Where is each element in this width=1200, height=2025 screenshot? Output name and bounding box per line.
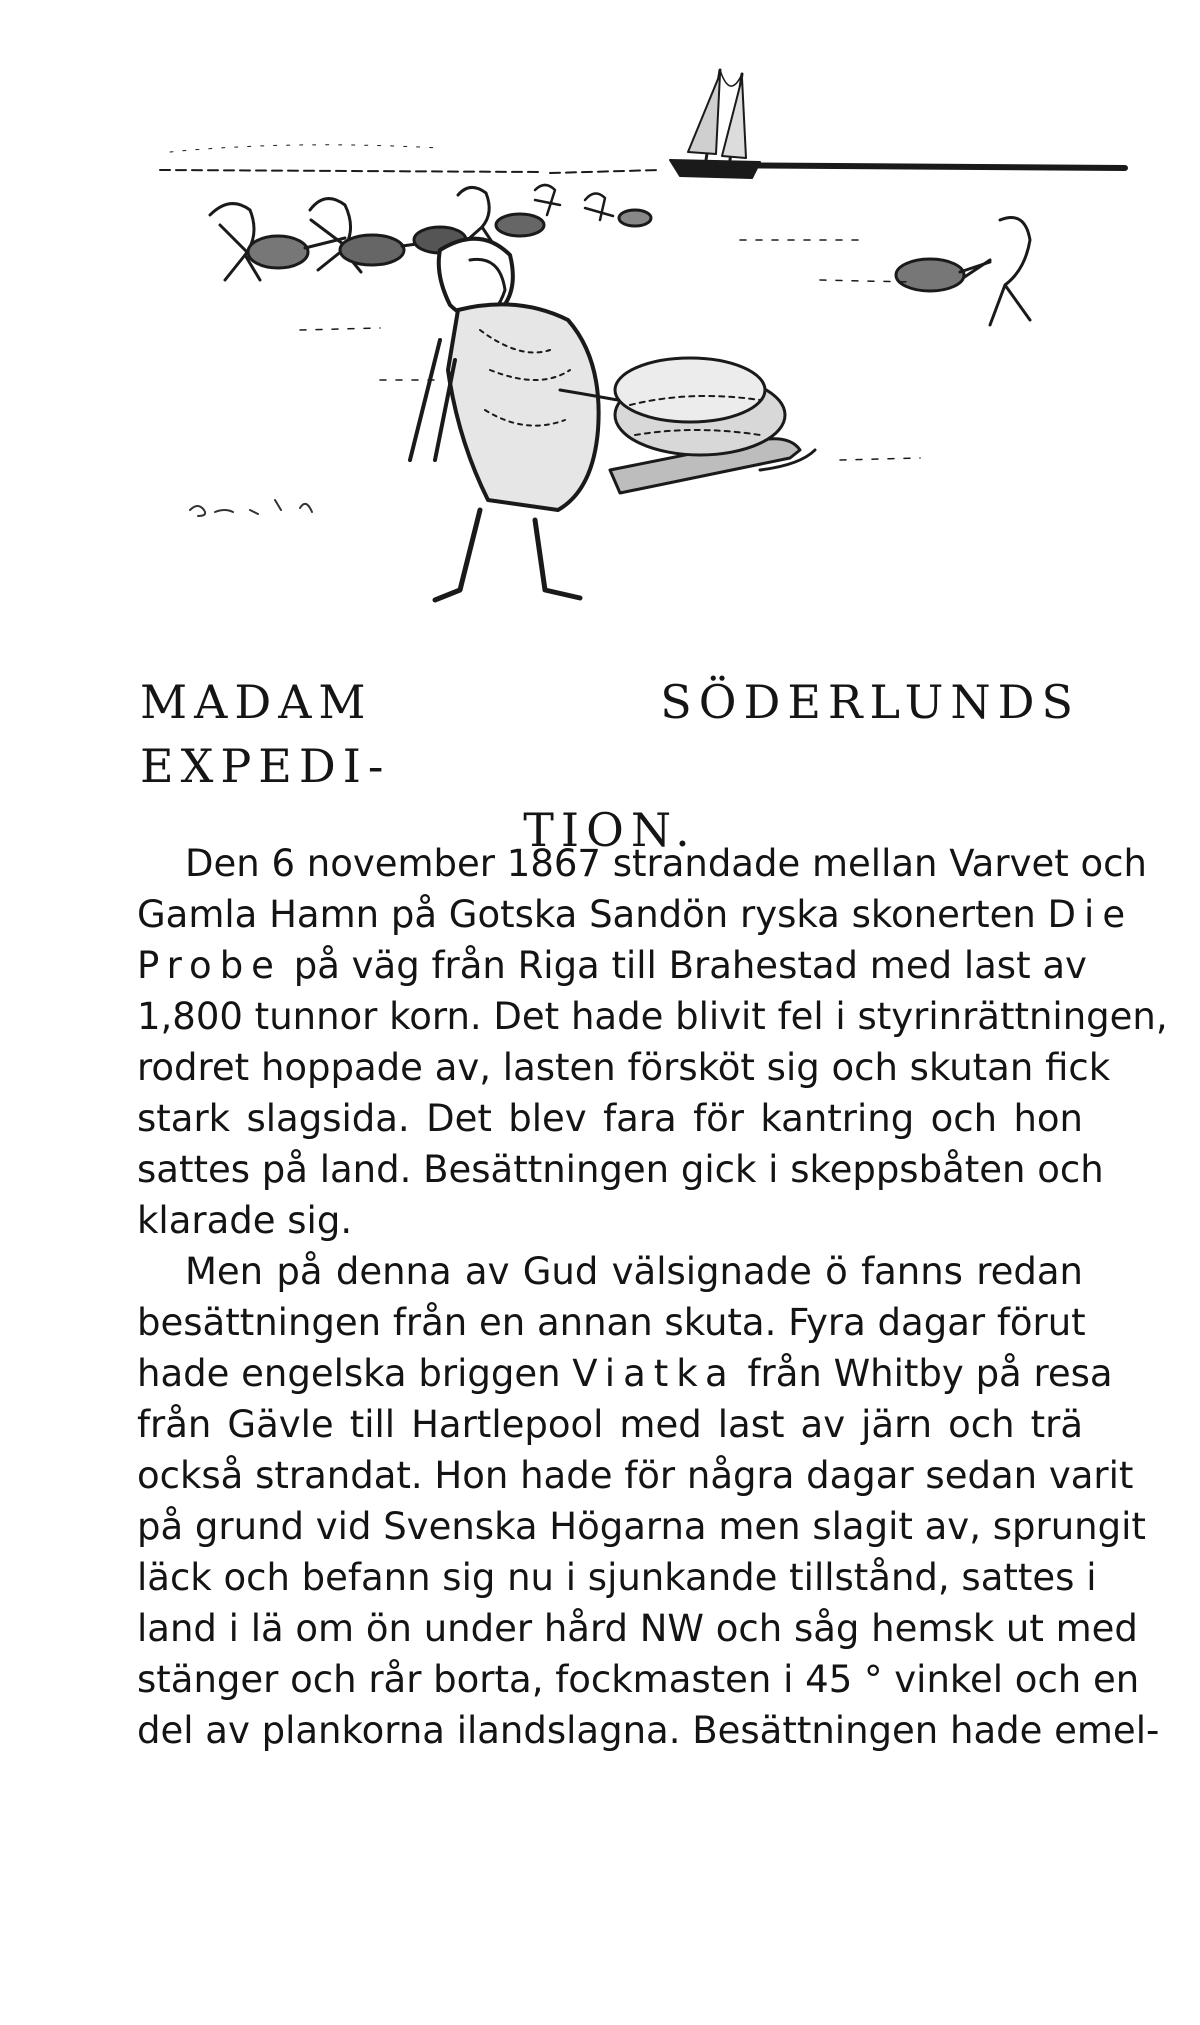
text-run: del av plankorna ilandslagna. Besättningen hade emel- bbox=[137, 1709, 1160, 1752]
text-line bbox=[137, 1450, 1134, 1501]
text-run: stänger och rår borta, fockmasten i 45 ° vinkel och en bbox=[137, 1658, 1140, 1701]
ship-name-die: Die bbox=[1047, 893, 1134, 936]
text-line bbox=[137, 1297, 1086, 1348]
text-line bbox=[137, 1195, 1083, 1246]
ship-name-probe: Probe bbox=[137, 944, 282, 987]
text-line bbox=[137, 1093, 1083, 1144]
text-run: rodret hoppade av, lasten försköt sig och skutan fick bbox=[137, 1046, 1111, 1089]
text-line bbox=[137, 1501, 1146, 1552]
chapter-title bbox=[140, 670, 1080, 862]
text-run: hade engelska briggen bbox=[137, 1352, 573, 1395]
text-run: också strandat. Hon hade för några dagar sedan varit bbox=[137, 1454, 1134, 1497]
text-run: klarade sig. bbox=[137, 1199, 353, 1242]
text-line bbox=[137, 838, 1147, 889]
text-line bbox=[137, 1705, 1160, 1756]
chapter-title-line-2: TION. bbox=[523, 803, 697, 857]
ice-hauling-sketch-icon bbox=[140, 60, 1140, 620]
text-line bbox=[137, 940, 1087, 991]
ship-name-viatka: Viatka bbox=[572, 1352, 736, 1395]
text-line bbox=[137, 1399, 1083, 1450]
text-line bbox=[137, 1603, 1138, 1654]
text-run: sattes på land. Besättningen gick i skeppsbåten och bbox=[137, 1148, 1104, 1191]
text-line bbox=[137, 1144, 1104, 1195]
text-run: Gamla Hamn på Gotska Sandön ryska skonerten bbox=[137, 893, 1048, 936]
illustration bbox=[140, 60, 1140, 620]
text-line bbox=[137, 1552, 1097, 1603]
text-line bbox=[137, 1246, 1083, 1297]
paragraph-2 bbox=[137, 1246, 1160, 1756]
text-run: Den 6 november 1867 strandade mellan Varvet och bbox=[185, 842, 1147, 885]
paragraph-1 bbox=[137, 838, 1168, 1246]
text-line bbox=[137, 889, 1134, 940]
chapter-title-line-1: MADAM SÖDERLUNDS EXPEDI- bbox=[140, 675, 1080, 793]
text-run: på väg från Riga till Brahestad med last av bbox=[281, 944, 1087, 987]
text-run: från Gävle till Hartlepool med last av järn och trä bbox=[137, 1403, 1083, 1446]
text-line bbox=[137, 1348, 1113, 1399]
text-line bbox=[137, 991, 1168, 1042]
text-run: på grund vid Svenska Högarna men slagit av, sprungit bbox=[137, 1505, 1146, 1548]
text-run: stark slagsida. Det blev fara för kantring och hon bbox=[137, 1097, 1083, 1140]
text-run: Men på denna av Gud välsignade ö fanns redan bbox=[185, 1250, 1083, 1293]
body-text bbox=[137, 838, 1168, 1756]
text-run: besättningen från en annan skuta. Fyra dagar förut bbox=[137, 1301, 1086, 1344]
text-line bbox=[137, 1654, 1140, 1705]
text-run: 1,800 tunnor korn. Det hade blivit fel i styrinrättningen, bbox=[137, 995, 1168, 1038]
text-line bbox=[137, 1042, 1111, 1093]
text-run: från Whitby på resa bbox=[735, 1352, 1113, 1395]
text-run: läck och befann sig nu i sjunkande tillstånd, sattes i bbox=[137, 1556, 1097, 1599]
text-run: land i lä om ön under hård NW och såg hemsk ut med bbox=[137, 1607, 1138, 1650]
